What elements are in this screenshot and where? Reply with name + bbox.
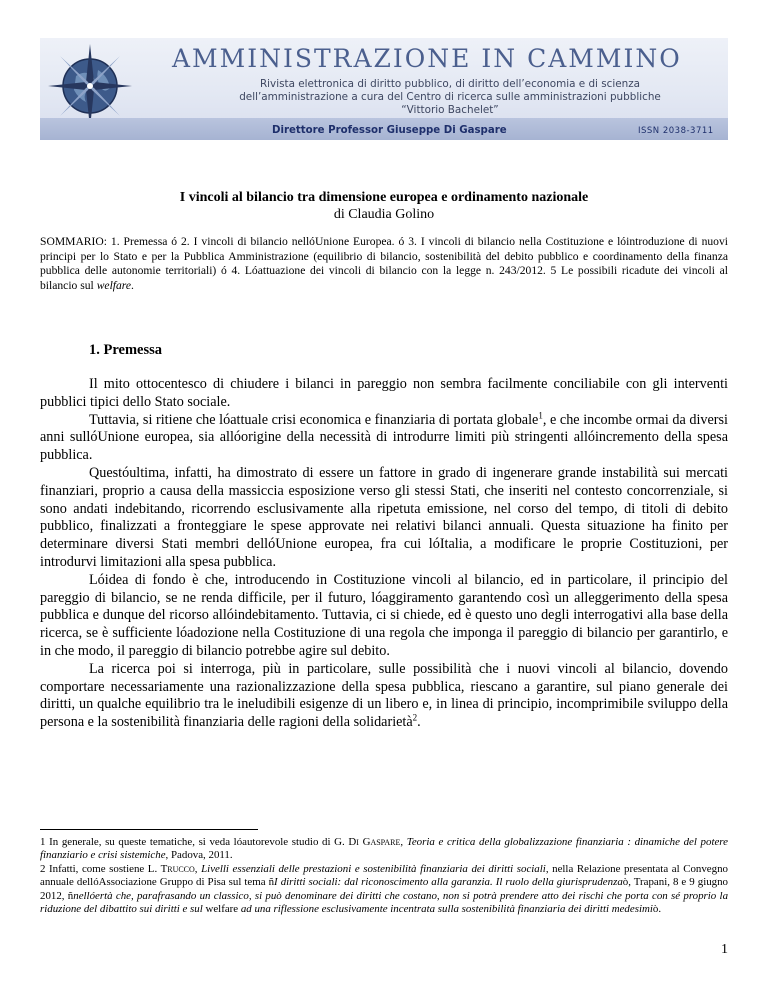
section-heading: 1. Premessa xyxy=(89,342,163,358)
footnote-1-sep: , xyxy=(400,836,407,848)
footnote-2-quote: nellóertà che, parafrasando un classico, si può denominare dei diritti che costano, non si potrà prendere atto dei rischi che porta con sé proprio la riduzione del dibattito sui diritti e sul xyxy=(40,889,729,916)
footnote-2 xyxy=(40,863,728,917)
journal-masthead: AMMINISTRAZIONE IN CAMMINO xyxy=(172,44,682,73)
footnote-2-work: Livelli essenziali delle prestazioni e sostenibilità finanziaria dei diritti sociali xyxy=(201,862,546,875)
footnotes xyxy=(40,836,728,916)
footnote-2-welfare: welfare xyxy=(205,903,239,916)
footnote-1-end: , Padova, 2011. xyxy=(165,849,233,862)
footnote-1-author: i Gaspare xyxy=(356,836,401,848)
footnote-1-text: 1 In generale, su queste tematiche, si veda lóautorevole studio di G. D xyxy=(40,836,357,848)
paragraph-5-text-b: . xyxy=(417,714,421,731)
footnote-2-sep: , xyxy=(194,862,202,875)
footnote-2-text-c: ò, Trapani, 8 e 9 giugno 2012, ñ xyxy=(40,876,728,902)
paragraph-3: Questóultima, infatti, ha dimostrato di essere un fattore in grado di ingenerare grande instabilità sui mercati finanziari, proprio a causa della massiccia esposizione verso gli stessi Stati, che inseriti nel contesto concorrenziale, si sono andati indebitando, ricorrendo esclusivamente alla ripetuta emissione, nel corso del tempo, di titoli di debito pubblico, finalizzati a fronteggiare le spese approvate nei relativi bilanci annuali. Questa situazione ha finito per determinare diversi Stati membri dellóUnione europea, fra cui lóItalia, a modificare le proprie Costituzioni, per introdurvi limitazioni alla spesa pubblica. xyxy=(40,464,728,570)
summary-end: . xyxy=(131,278,134,292)
footnote-1-work: Teoria e critica della globalizzazione finanziaria : dinamiche del potere finanziario e crisi sistemiche xyxy=(40,836,728,862)
paragraph-5 xyxy=(40,661,728,732)
footnote-divider xyxy=(40,829,258,830)
footnote-2-author: rucco xyxy=(167,862,195,875)
footnote-2-theme: I diritti sociali: dal riconoscimento alla garanzia. Il ruolo della giurisprudenza xyxy=(274,876,623,889)
paragraph-2-text-b: , e che incombe ormai da diversi anni sullóUnione europea, sia allóorigine della necessità di introdurre limiti più stringenti allóincremento della spesa pubblica. xyxy=(40,411,728,464)
article-author: di Claudia Golino xyxy=(333,207,435,222)
paragraph-1: Il mito ottocentesco di chiudere i bilanci in pareggio non sembra facilmente conciliabile con gli interventi pubblici tipici dello Stato sociale. xyxy=(40,376,728,410)
summary-text: SOMMARIO: 1. Premessa ó 2. I vincoli di bilancio nellóUnione Europea. ó 3. I vincoli di bilancio nella Costituzione e lóintroduzione di nuovi principi per lo Stato e per la Pubblica Amministrazione (equilibrio di bilancio, sostenibilità del debito pubblico e coordinamento della finanza pubblica delle autonomie territoriali) ó 4. Lóattuazione dei vincoli di bilancio con la legge n. 243/2012. 5 Le possibili ricadute dei vincoli al bilancio sul xyxy=(40,235,728,292)
article-title: I vincoli al bilancio tra dimensione europea e ordinamento nazionale xyxy=(179,190,589,205)
footnote-ref-1[interactable]: 1 xyxy=(538,409,543,420)
journal-subtitle-line2: dell’amministrazione a cura del Centro di ricerca sulle amministrazioni pubbliche xyxy=(239,91,661,103)
footnote-2-quote-end: ad una riflessione esclusivamente incentrata sulla sostenibilità finanziaria dei diritti medesimi xyxy=(238,903,653,916)
article-body xyxy=(40,376,728,732)
article-summary xyxy=(40,235,728,293)
footnote-1 xyxy=(40,836,728,863)
journal-issn: ISSN 2038-3711 xyxy=(638,126,714,136)
journal-subtitle-line1: Rivista elettronica di diritto pubblico, di diritto dell’economia e di scienza xyxy=(259,78,641,90)
paragraph-2 xyxy=(40,409,728,465)
paragraph-4: Lóidea di fondo è che, introducendo in Costituzione vincoli al bilancio, ed in particolare, il principio del pareggio di bilancio, se ne renda difficile, per il futuro, lóaggiramento garantendo così un alleggerimento della spesa pubblica e dunque del ricorso allóindebitamento. Tuttavia, ci si chiede, ed è questo uno degli interrogativi alla base della ricerca, se è sufficiente lóadozione nella Costituzione di una regola che imponga il pareggio di bilancio per garantirlo, e in che modo, il pareggio di bilancio potrebbe agire sul debito. xyxy=(40,571,728,659)
footnote-2-end: ò. xyxy=(652,903,662,916)
footnote-2-text: 2 Infatti, come sostiene L. T xyxy=(40,862,168,875)
journal-director: Direttore Professor Giuseppe Di Gaspare xyxy=(272,125,507,136)
paragraph-2-text-a: Tuttavia, si ritiene che lóattuale crisi economica e finanziaria di portata globale xyxy=(89,411,539,428)
paragraph-5-text-a: La ricerca poi si interroga, più in particolare, sulle possibilità che i nuovi vincoli al bilancio, dovendo comportare necessariamente una razionalizzazione della spesa pubblica, riescano a garantire, sul piano generale dei diritti, un qualche equilibrio tra le ineludibili esigenze di un libero e, in linea di principio, incomprimibile sviluppo della persona e la sostenibilità finanziaria delle ragioni della solidarietà xyxy=(40,660,728,731)
journal-banner xyxy=(40,38,728,140)
compass-globe-icon xyxy=(46,42,134,130)
page-number: 1 xyxy=(721,942,728,957)
summary-italic: welfare xyxy=(96,278,132,292)
footnote-2-text-b: , nella Relazione presentata al Convegno annuale dellóAssociazione Gruppo di Pisa sul tema ñ xyxy=(40,862,728,889)
journal-subtitle-line3: “Vittorio Bachelet” xyxy=(401,104,499,116)
footnote-ref-2[interactable]: 2 xyxy=(412,712,418,723)
